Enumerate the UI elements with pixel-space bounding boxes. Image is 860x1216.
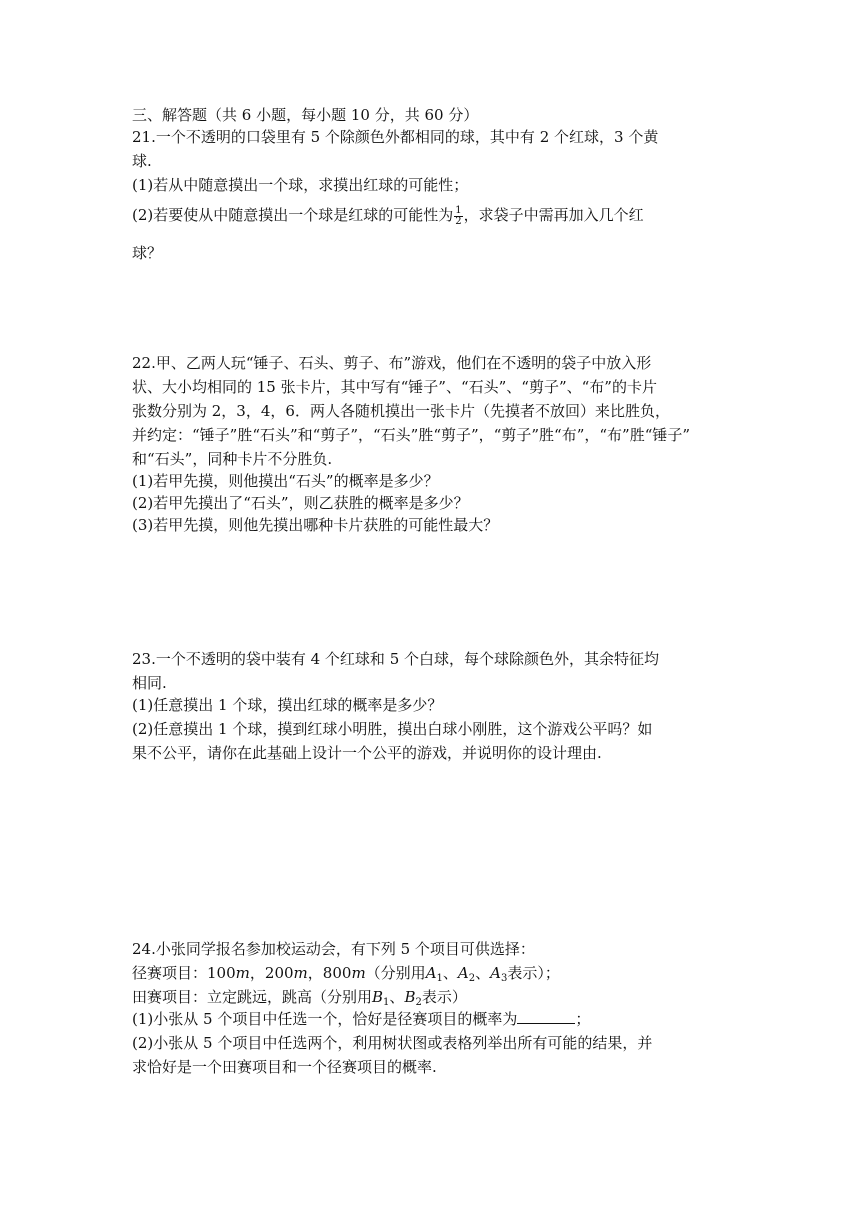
q24-track-note-pre: （分别用 [365,964,426,982]
unit-2: m [293,964,308,982]
q24-part-2-line-1: (2)小张从 5 个项目中任选两个，利用树状图或表格列举出所有可能的结果，并 [132,1034,653,1052]
q21-part-2-line-2: 球？ [132,244,163,262]
fraction-numerator: 1 [455,204,462,216]
q21-part-2-post: ，求袋子中需再加入几个红 [463,206,644,224]
fraction-one-half [454,206,462,227]
q23-line-1: 23.一个不透明的袋中装有 4 个红球和 5 个白球，每个球除颜色外，其余特征均 [132,650,660,668]
q24-part-1 [132,1008,590,1030]
q23-part-2-line-2: 果不公平，请你在此基础上设计一个公平的游戏，并说明你的设计理由. [132,744,602,762]
track-item-1: 100 [207,964,236,982]
unit-3: m [351,964,366,982]
q22-line-5: 和“石头”，同种卡片不分胜负. [132,450,333,468]
q21-part-2 [132,204,644,227]
q24-part-1-post: ； [575,1010,591,1028]
symbol-a2: $A_2$ [457,964,476,984]
q22-line-1: 22.甲、乙两人玩“锤子、石头、剪子、布”游戏，他们在不透明的袋子中放入形 [132,354,652,372]
symbol-b1: $B_1$ [372,988,390,1008]
q24-field-line: 田赛项目：立定跳远，跳高（分别用$B_1$、$B_2$表示） [132,988,467,1008]
q22-line-3: 张数分别为 2，3，4，6．两人各随机摸出一张卡片（先摸者不放回）来比胜负， [132,402,670,420]
q24-track-line: 径赛项目：100m，200m，800m（分别用$A_1$、$A_2$、$A_3$表示）； [132,964,560,984]
symbol-a3: $A_3$ [490,964,508,984]
q24-line-1: 24.小张同学报名参加校运动会，有下列 5 个项目可供选择： [132,940,535,958]
q22-line-4: 并约定：“锤子”胜“石头”和“剪子”，“石头”胜“剪子”，“剪子”胜“布”，“布”胜“锤子” [132,426,691,444]
q22-part-2: (2)若甲先摸出了“石头”，则乙获胜的概率是多少？ [132,494,469,512]
unit-1: m [235,964,250,982]
q24-part-2-line-2: 求恰好是一个田赛项目和一个径赛项目的概率. [132,1058,437,1076]
q21-line-1: 21.一个不透明的口袋里有 5 个除颜色外都相同的球，其中有 2 个红球，3 个黄 [132,128,659,146]
q24-field-label: 田赛项目：立定跳远，跳高（分别用 [132,988,373,1006]
track-item-3: 800 [322,964,352,982]
answer-blank[interactable] [517,1009,575,1024]
q24-track-label: 径赛项目： [132,964,208,982]
q23-part-1: (1)任意摸出 1 个球，摸出红球的概率是多少？ [132,696,443,714]
q22-part-3: (3)若甲先摸，则他先摸出哪种卡片获胜的可能性最大？ [132,516,499,534]
fraction-denominator: 2 [455,215,462,227]
symbol-a1: $A_1$ [425,964,443,984]
track-item-2: 200 [264,964,294,982]
q21-part-2-pre: (2)若要使从中随意摸出一个球是红球的可能性为 [132,206,454,224]
q24-field-note-post: 表示） [421,988,467,1006]
q24-part-1-pre: (1)小张从 5 个项目中任选一个，恰好是径赛项目的概率为 [132,1010,518,1028]
section-header: 三、解答题（共 6 小题，每小题 10 分，共 60 分） [132,106,479,124]
q24-track-note-post: 表示）； [507,964,560,982]
q23-line-2: 相同. [132,674,167,692]
q21-part-1: (1)若从中随意摸出一个球，求摸出红球的可能性； [132,176,469,194]
q22-line-2: 状、大小均相同的 15 张卡片，其中写有“锤子”、“石头”、“剪子”、“布”的卡片 [132,378,657,396]
q23-part-2-line-1: (2)任意摸出 1 个球，摸到红球小明胜，摸出白球小刚胜，这个游戏公平吗？如 [132,720,653,738]
q22-part-1: (1)若甲先摸，则他摸出“石头”的概率是多少？ [132,472,439,490]
q21-line-2: 球. [132,152,152,170]
symbol-b2: $B_2$ [404,988,422,1008]
